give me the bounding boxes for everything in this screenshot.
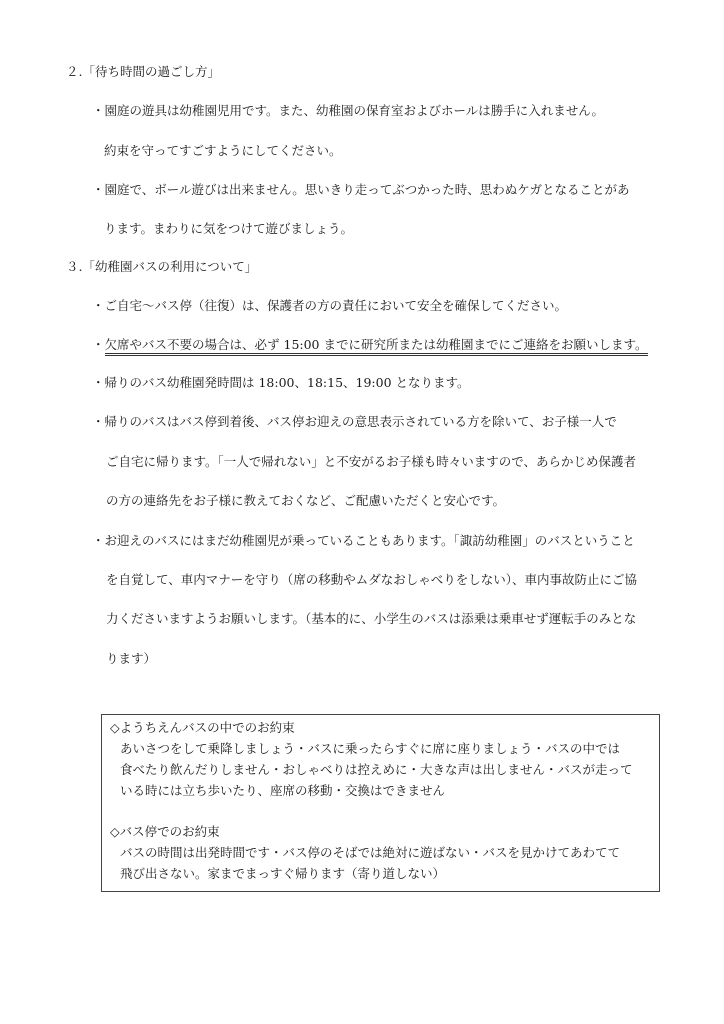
section-3-line: ・帰りのバスはバス停到着後、バス停お迎えの意思表示されている方を除いて、お子様一人で — [92, 414, 617, 429]
section-3-line: ・お迎えのバスにはまだ幼稚園児が乗っていることもあります。「諏訪幼稚園」のバスということ — [92, 533, 635, 548]
bus-rules-line: いる時には立ち歩いたり、座席の移動・交換はできません — [120, 783, 446, 798]
section-3-line: を自覚して、車内マナーを守り（席の移動やムダなおしゃべりをしない）、車内事故防止にご協 — [106, 572, 638, 587]
section-3-line: ります） — [106, 651, 157, 666]
bus-rules-line: 食べたり飲んだりしません・おしゃべりは控えめに・大きな声は出しません・バスが走って — [120, 762, 633, 777]
section-3-line: ・帰りのバス幼稚園発時間は 18:00、18:15、19:00 となります。 — [92, 375, 470, 390]
section-3-line: ご自宅に帰ります。「一人で帰れない」と不安がるお子様も時々いますので、あらかじめ保護者 — [106, 454, 637, 469]
bullet: ・ — [92, 337, 105, 352]
section-3-heading: ３.「幼稚園バスの利用について」 — [66, 259, 258, 274]
section-2-line: ・園庭で、ボール遊びは出来ません。思いきり走ってぶつかった時、思わぬケガとなることがあ — [92, 182, 630, 197]
bus-rules-title: ◇ようちえんバスの中でのお約束 — [110, 720, 295, 735]
busstop-rules-title: ◇バス停でのお約束 — [110, 824, 220, 839]
section-3-line: の方の連絡先をお子様に教えておくなど、ご配慮いただくと安心です。 — [106, 493, 506, 508]
section-2-heading: ２.「待ち時間の過ごし方」 — [66, 64, 220, 79]
section-3-line: ・ご自宅～バス停（往復）は、保護者の方の責任において安全を確保してください。 — [92, 298, 568, 313]
important-notice: 欠席やバス不要の場合は、必ず 15:00 までに研究所または幼稚園までにご連絡をお願いします。 — [105, 337, 648, 356]
busstop-rules-line: 飛び出さない。家までまっすぐ帰ります（寄り道しない） — [120, 866, 446, 881]
section-2-line: 約束を守ってすごすようにしてください。 — [104, 143, 342, 158]
section-3-line: 力くださいますようお願いします。（基本的に、小学生のバスは添乗は乗車せず運転手のみとな — [106, 611, 637, 626]
rules-box — [101, 714, 660, 892]
busstop-rules-line: バスの時間は出発時間です・バス停のそばでは絶対に遊ばない・バスを見かけてあわてて — [120, 845, 621, 860]
bus-rules-line: あいさつをして乗降しましょう・バスに乗ったらすぐに席に座りましょう・バスの中では — [120, 741, 621, 756]
section-3-important-line — [92, 336, 648, 354]
section-2-line: ・園庭の遊具は幼稚園児用です。また、幼稚園の保育室およびホールは勝手に入れません。 — [92, 103, 605, 118]
section-2-line: ります。まわりに気をつけて遊びましょう。 — [104, 221, 354, 236]
